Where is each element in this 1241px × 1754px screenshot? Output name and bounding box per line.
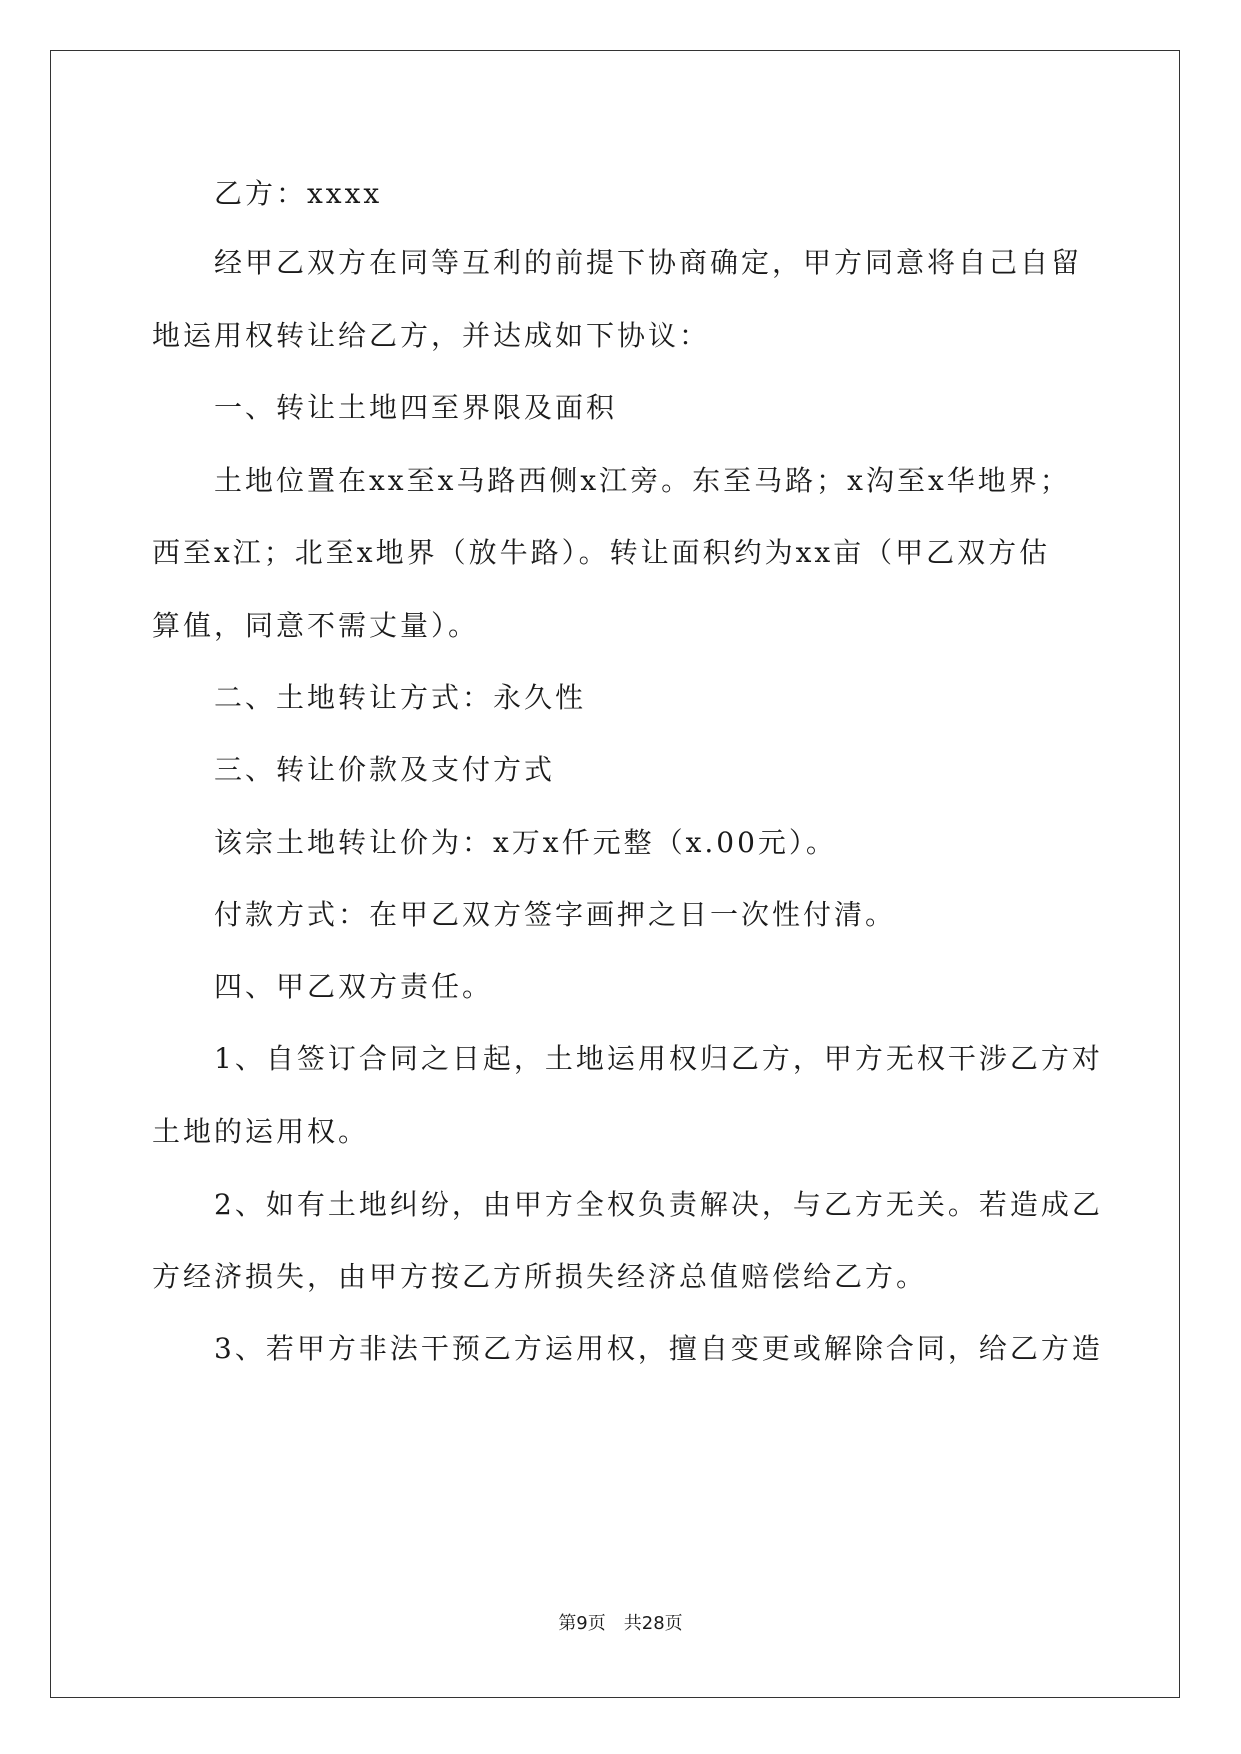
paragraph-line: 土地的运用权。 — [152, 1115, 370, 1148]
section-heading: 四、甲乙双方责任。 — [214, 970, 494, 1003]
paragraph-line: 算值，同意不需丈量）。 — [152, 609, 480, 642]
page-number: 第9页 — [558, 1613, 606, 1634]
paragraph-line: 付款方式：在甲乙双方签字画押之日一次性付清。 — [214, 898, 897, 931]
paragraph-line: 1、自签订合同之日起，土地运用权归乙方，甲方无权干涉乙方对 — [214, 1042, 1103, 1075]
paragraph-line: 该宗土地转让价为：x万x仟元整（x.00元）。 — [214, 826, 837, 859]
section-heading: 一、转让土地四至界限及面积 — [214, 391, 618, 424]
paragraph-line: 土地位置在xx至x马路西侧x江旁。东至马路；x沟至x华地界； — [214, 464, 1071, 497]
section-heading: 三、转让价款及支付方式 — [214, 753, 556, 786]
page-border — [50, 50, 1180, 1698]
paragraph-line: 2、如有土地纠纷，由甲方全权负责解决，与乙方无关。若造成乙 — [214, 1188, 1103, 1221]
paragraph-line: 方经济损失，由甲方按乙方所损失经济总值赔偿给乙方。 — [152, 1260, 928, 1293]
page-footer — [0, 1612, 1241, 1636]
party-b-line: 乙方：xxxx — [214, 177, 383, 210]
paragraph-line: 3、若甲方非法干预乙方运用权，擅自变更或解除合同，给乙方造 — [214, 1332, 1103, 1365]
paragraph-line: 地运用权转让给乙方，并达成如下协议： — [152, 319, 711, 352]
paragraph-line: 西至x江；北至x地界（放牛路）。转让面积约为xx亩（甲乙双方估 — [152, 536, 1051, 569]
paragraph-line: 经甲乙双方在同等互利的前提下协商确定，甲方同意将自己自留 — [214, 246, 1083, 279]
page-total: 共28页 — [623, 1613, 683, 1634]
section-heading: 二、土地转让方式：永久性 — [214, 681, 587, 714]
